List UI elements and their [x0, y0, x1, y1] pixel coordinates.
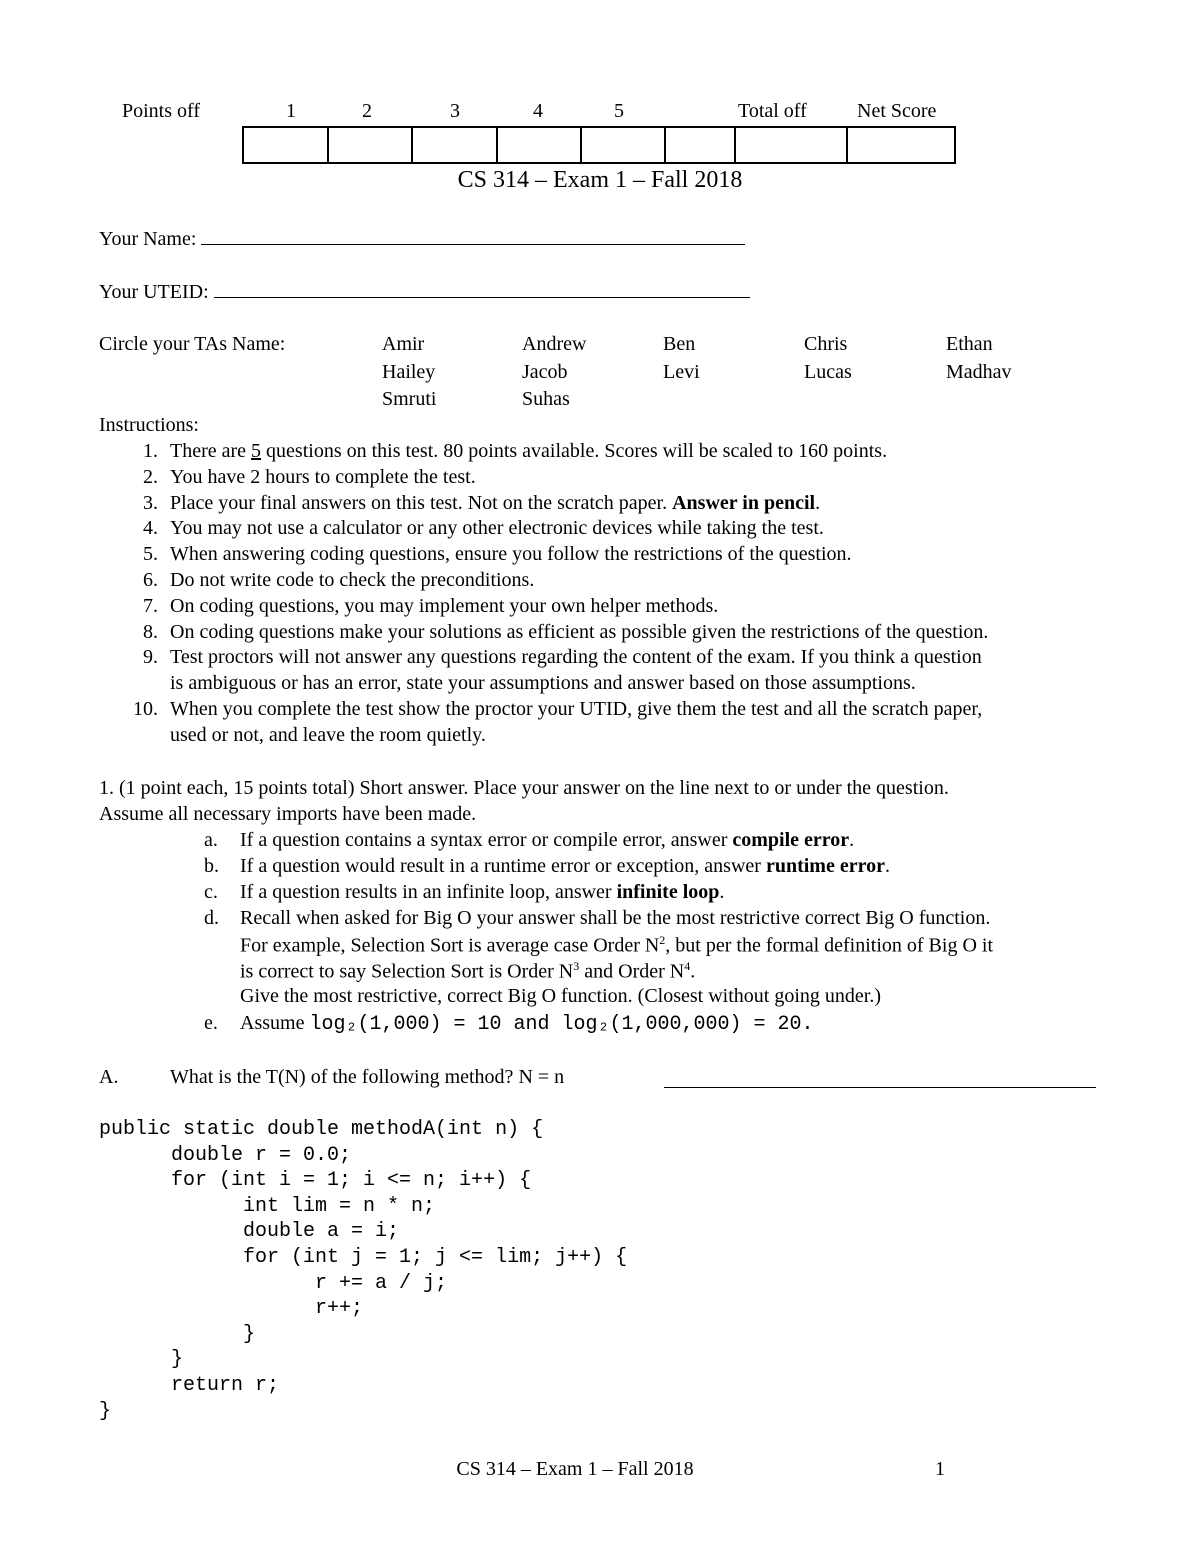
score-box-1[interactable]: [243, 127, 328, 163]
score-box-4[interactable]: [497, 127, 581, 163]
instruction-item: 3. Place your final answers on this test. Not on the scratch paper. Answer in pencil.: [143, 491, 821, 514]
code-line: double a = i;: [99, 1220, 400, 1244]
total-off-box[interactable]: [735, 127, 847, 163]
ta-name[interactable]: Suhas: [522, 388, 570, 410]
code-line: }: [99, 1348, 184, 1372]
instruction-item: 10. When you complete the test show the proctor your UTID, give them the test and all the scratch paper,: [133, 697, 983, 720]
code-line: int lim = n * n;: [99, 1194, 436, 1218]
ta-name[interactable]: Ben: [663, 333, 696, 355]
instruction-item: used or not, and leave the room quietly.: [170, 723, 486, 746]
code-line: r++;: [99, 1297, 364, 1321]
points-off-label: Points off: [122, 100, 200, 122]
score-col-3-label: 3: [450, 100, 460, 122]
q1-d-line1: Recall when asked for Big O your answer shall be the most restrictive correct Big O function.: [240, 907, 991, 929]
ta-name[interactable]: Smruti: [382, 388, 437, 410]
q1-c-num: c.: [204, 881, 218, 903]
instruction-item: 8. On coding questions make your solutions as efficient as possible given the restrictions of the question.: [143, 620, 989, 643]
ta-name[interactable]: Jacob: [522, 361, 568, 383]
instruction-item: 7. On coding questions, you may implement your own helper methods.: [143, 594, 719, 617]
instruction-item: 4. You may not use a calculator or any other electronic devices while taking the test.: [143, 517, 824, 540]
uteid-row: [99, 279, 750, 304]
qA-text: What is the T(N) of the following method? N = n: [170, 1066, 565, 1088]
exam-title: CS 314 – Exam 1 – Fall 2018: [457, 167, 743, 193]
q1-d-line3: is correct to say Selection Sort is Order $N^3$ and Order $N^4$.: [240, 959, 696, 983]
q1-d-line2: For example, Selection Sort is average case Order $N^2$, but per the formal definition of Big O it: [240, 933, 994, 957]
instruction-item: 5. When answering coding questions, ensure you follow the restrictions of the question.: [143, 543, 852, 566]
ta-name[interactable]: Lucas: [804, 361, 852, 383]
score-box-2[interactable]: [328, 127, 412, 163]
score-table: [242, 126, 956, 164]
total-off-label: Total off: [738, 100, 807, 122]
q1-intro-line2: Assume all necessary imports have been made.: [99, 803, 477, 825]
ta-name[interactable]: Levi: [663, 361, 700, 383]
instruction-item: is ambiguous or has an error, state your assumptions and answer based on those assumptions.: [170, 672, 916, 695]
q1-a-num: a.: [204, 829, 218, 851]
code-line: }: [99, 1322, 256, 1346]
ta-name[interactable]: Madhav: [946, 361, 1012, 383]
name-line[interactable]: [201, 226, 745, 245]
ta-name[interactable]: Chris: [804, 333, 848, 355]
page-number: 1: [935, 1458, 945, 1480]
instruction-item: 9. Test proctors will not answer any questions regarding the content of the exam. If you think a question: [143, 646, 982, 669]
code-line: double r = 0.0;: [99, 1143, 352, 1167]
uteid-line[interactable]: [214, 279, 750, 298]
qA-answer-line[interactable]: [664, 1067, 1096, 1088]
q1-a-text: If a question contains a syntax error or compile error, answer compile error.: [240, 829, 855, 851]
score-col-1-label: 1: [286, 100, 296, 122]
code-line: for (int j = 1; j <= lim; j++) {: [99, 1245, 628, 1269]
q1-d-num: d.: [204, 907, 219, 929]
footer-title: CS 314 – Exam 1 – Fall 2018: [456, 1458, 694, 1480]
score-col-4-label: 4: [533, 100, 543, 122]
ta-name[interactable]: Andrew: [522, 333, 587, 355]
code-line: r += a / j;: [99, 1271, 448, 1295]
qA-label: A.: [99, 1066, 119, 1088]
score-col-2-label: 2: [362, 100, 372, 122]
q1-b-text: If a question would result in a runtime error or exception, answer runtime error.: [240, 855, 890, 877]
code-line: public static double methodA(int n) {: [99, 1118, 544, 1141]
score-box-5[interactable]: [581, 127, 665, 163]
ta-name[interactable]: Hailey: [382, 361, 436, 383]
code-line: for (int i = 1; i <= n; i++) {: [99, 1169, 532, 1193]
qA-code-block: [99, 1117, 627, 1424]
ta-name[interactable]: Amir: [382, 333, 425, 355]
score-col-5-label: 5: [614, 100, 624, 122]
score-box-3[interactable]: [412, 127, 497, 163]
uteid-label: Your UTEID:: [99, 281, 209, 303]
instruction-item: 6. Do not write code to check the preconditions.: [143, 568, 535, 591]
instruction-item: 1. There are 5 questions on this test. 80 points available. Scores will be scaled to 160 points.: [143, 440, 888, 462]
name-row: [99, 226, 745, 251]
instructions-label: Instructions:: [99, 414, 199, 436]
q1-intro-line1: 1. (1 point each, 15 points total) Short answer. Place your answer on the line next to or under the question.: [99, 777, 949, 799]
ta-label: Circle your TAs Name:: [99, 333, 286, 355]
instructions-list: [133, 439, 989, 749]
q1-c-text: If a question results in an infinite loop, answer infinite loop.: [240, 881, 725, 903]
q1-d-line4: Give the most restrictive, correct Big O function. (Closest without going under.): [240, 985, 881, 1007]
code-line: }: [99, 1399, 112, 1423]
code-line: return r;: [99, 1373, 280, 1397]
q1-e-num: e.: [204, 1012, 218, 1034]
q1-e-text: Assume log₂(1,000) = 10 and log₂(1,000,000) = 20.: [240, 1012, 814, 1036]
score-box-extra[interactable]: [665, 127, 735, 163]
q1-b-num: b.: [204, 855, 219, 877]
ta-name[interactable]: Ethan: [946, 333, 993, 355]
name-label: Your Name:: [99, 228, 197, 250]
instruction-item: 2. You have 2 hours to complete the test.: [143, 465, 476, 488]
net-score-box[interactable]: [847, 127, 955, 163]
net-score-label: Net Score: [857, 100, 937, 122]
